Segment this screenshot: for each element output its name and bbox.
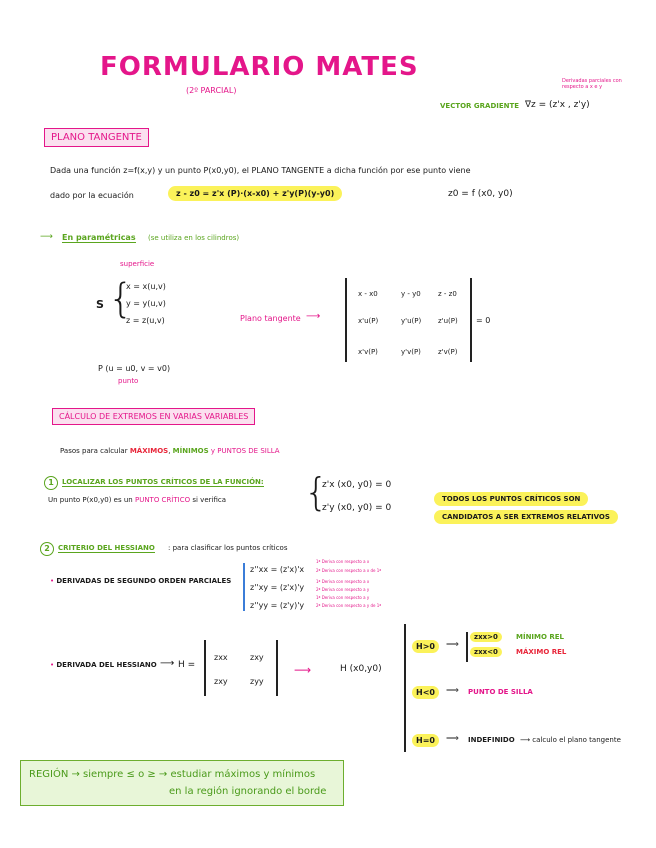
region-line-2: en la región ignorando el borde bbox=[169, 786, 327, 797]
plano-tangente-label: Plano tangente bbox=[240, 314, 301, 323]
case-h-zero-arrow: ⟹ bbox=[446, 734, 459, 744]
matrix-cell: z'v(P) bbox=[438, 348, 458, 356]
derivada-xy: z''xy = (z'x)'y bbox=[250, 583, 305, 592]
param-arrow: ⟶ bbox=[40, 232, 53, 242]
plano-text-1: Dada una función z=f(x,y) y un punto P(x0,y0), el PLANO TANGENTE a dicha función por ese punto viene bbox=[50, 166, 471, 175]
matrix-cell: z'u(P) bbox=[438, 317, 458, 325]
page-subtitle: (2º PARCIAL) bbox=[186, 86, 237, 95]
derivada-yy-note-2: 2ª Deriva con respecto a y de 1ª bbox=[316, 603, 382, 608]
punto-label: punto bbox=[118, 377, 139, 385]
case-minimo: MÍNIMO REL bbox=[516, 633, 565, 641]
case-indefinido: INDEFINIDO bbox=[468, 736, 515, 744]
matrix-bar-right bbox=[470, 278, 472, 362]
matrix-cell: x - x0 bbox=[358, 290, 378, 298]
step1-text bbox=[48, 496, 226, 504]
plano-arrow: ⟶ bbox=[306, 311, 321, 322]
step2-title: CRITERIO DEL HESSIANO bbox=[58, 544, 155, 552]
vector-formula: ∇z = (z'x , z'y) bbox=[525, 100, 590, 110]
matrix-cell: y - y0 bbox=[401, 290, 421, 298]
plano-equation: z - z0 = z'x (P)·(x-x0) + z'y(P)(y-y0) bbox=[168, 186, 342, 201]
surface-eq-1: x = x(u,v) bbox=[126, 282, 166, 291]
hessiano-H: H = bbox=[178, 660, 196, 670]
derivada-xx-note-1: 1ª Deriva con respecto a x bbox=[316, 559, 370, 564]
matrix-cell: x'v(P) bbox=[358, 348, 378, 356]
case-h-pos-arrow: ⟹ bbox=[446, 640, 459, 650]
hess-bar-left bbox=[204, 640, 206, 696]
case-zxx-neg: zxx<0 bbox=[470, 647, 502, 657]
hessiano-label: • DERIVADA DEL HESSIANO bbox=[50, 661, 157, 669]
hess-arrow: ⟶ bbox=[160, 658, 175, 669]
case-h-pos: H>0 bbox=[412, 640, 439, 653]
hess-point-arrow: ⟶ bbox=[294, 663, 312, 677]
hess-bar-right bbox=[276, 640, 278, 696]
plano-tangente-box: PLANO TANGENTE bbox=[44, 128, 149, 147]
region-box bbox=[20, 760, 344, 806]
case-indefinido-note: ⟶ calculo el plano tangente bbox=[520, 736, 621, 744]
vector-label: VECTOR GRADIENTE bbox=[440, 102, 520, 110]
pasos-line: Pasos para calcular MÁXIMOS, MÍNIMOS y PUNTOS DE SILLA bbox=[60, 447, 280, 455]
derivadas-label: • DERIVADAS DE SEGUNDO ORDEN PARCIALES bbox=[50, 577, 232, 585]
critical-cond-2: z'y (x0, y0) = 0 bbox=[322, 503, 392, 513]
case-h-zero: H=0 bbox=[412, 734, 439, 747]
derivadas-bar bbox=[243, 563, 245, 611]
vector-note: Derivadas parciales con respecto a x e y bbox=[562, 78, 622, 90]
derivada-yy: z''yy = (z'y)'y bbox=[250, 601, 305, 610]
extremos-box: CÁLCULO DE EXTREMOS EN VARIAS VARIABLES bbox=[52, 408, 255, 425]
surface-eq-2: y = y(u,v) bbox=[126, 299, 166, 308]
matrix-cell: y'u(P) bbox=[401, 317, 422, 325]
region-line-1: REGIÓN → siempre ≤ o ≥ → estudiar máximos y mínimos bbox=[29, 769, 316, 780]
hess-cell: zxy bbox=[214, 677, 228, 686]
page-title: FORMULARIO MATES bbox=[100, 52, 419, 82]
param-heading: En paramétricas bbox=[62, 233, 136, 242]
step1-text-b: PUNTO CRÍTICO bbox=[134, 496, 191, 504]
step1-text-a: Un punto P(x0,y0) es un bbox=[48, 496, 133, 504]
pasos-post: y PUNTOS DE SILLA bbox=[210, 447, 280, 455]
surface-eq-3: z = z(u,v) bbox=[126, 316, 165, 325]
step1-text-c: si verifica bbox=[192, 496, 226, 504]
step2-number: 2 bbox=[40, 542, 54, 556]
plano-text-2: dado por la ecuación bbox=[50, 191, 134, 200]
matrix-cell: z - z0 bbox=[438, 290, 457, 298]
derivada-yy-note-1: 1ª Deriva con respecto a y bbox=[316, 595, 370, 600]
step1-number: 1 bbox=[44, 476, 58, 490]
cases-bar bbox=[404, 624, 406, 752]
matrix-bar-left bbox=[345, 278, 347, 362]
case-indefinido-note-text: calculo el plano tangente bbox=[532, 736, 621, 744]
case-zxx-pos: zxx>0 bbox=[470, 632, 502, 642]
cond-brace: { bbox=[304, 470, 329, 514]
derivada-xy-note-1: 1ª Deriva con respecto a x bbox=[316, 579, 370, 584]
hess-cell: zxy bbox=[250, 653, 264, 662]
case-maximo: MÁXIMO REL bbox=[516, 648, 567, 656]
critical-note-2: CANDIDATOS A SER EXTREMOS RELATIVOS bbox=[434, 510, 618, 524]
superficie-label: superficie bbox=[120, 260, 155, 268]
surface-brace: { bbox=[108, 276, 134, 322]
step2-text: : para clasificar los puntos críticos bbox=[168, 544, 288, 552]
pasos-minimos: MÍNIMOS bbox=[172, 447, 209, 455]
z0-definition: z0 = f (x0, y0) bbox=[448, 189, 513, 199]
pasos-maximos: MÁXIMOS bbox=[129, 447, 169, 455]
derivada-xx-note-2: 2ª Deriva con respecto a x de 1ª bbox=[316, 568, 382, 573]
punto-equation: P (u = u0, v = v0) bbox=[98, 364, 171, 373]
case-h-neg: H<0 bbox=[412, 686, 439, 699]
case-silla: PUNTO DE SILLA bbox=[468, 688, 533, 696]
step1-title: LOCALIZAR LOS PUNTOS CRÍTICOS DE LA FUNCIÓN: bbox=[62, 478, 264, 486]
derivada-xy-note-2: 2ª Deriva con respecto a y bbox=[316, 587, 370, 592]
critical-note-1: TODOS LOS PUNTOS CRÍTICOS SON bbox=[434, 492, 588, 506]
pasos-pre: Pasos para calcular bbox=[60, 447, 128, 455]
matrix-cell: x'u(P) bbox=[358, 317, 379, 325]
matrix-equals-zero: = 0 bbox=[476, 316, 491, 325]
critical-cond-1: z'x (x0, y0) = 0 bbox=[322, 480, 392, 490]
matrix-cell: y'v(P) bbox=[401, 348, 421, 356]
case-sub-bar bbox=[466, 632, 468, 662]
surface-S: S bbox=[96, 298, 104, 311]
hess-cell: zxx bbox=[214, 653, 228, 662]
hess-cell: zyy bbox=[250, 677, 264, 686]
case-h-neg-arrow: ⟹ bbox=[446, 686, 459, 696]
param-note: (se utiliza en los cilindros) bbox=[148, 234, 240, 242]
hess-point: H (x0,y0) bbox=[340, 664, 382, 674]
derivada-xx: z''xx = (z'x)'x bbox=[250, 565, 305, 574]
